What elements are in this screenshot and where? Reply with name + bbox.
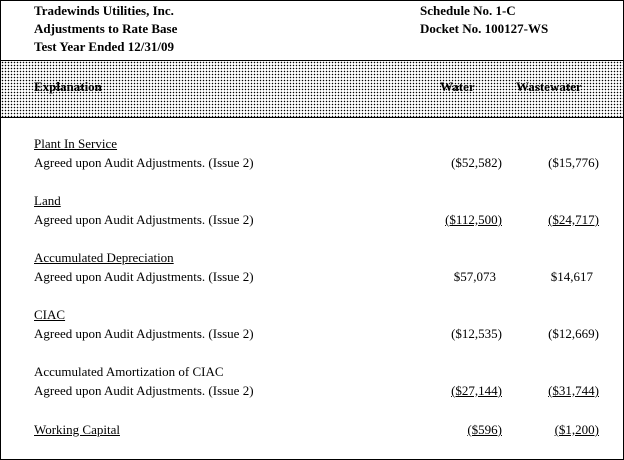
section-title: CIAC xyxy=(34,307,66,322)
section-title: Land xyxy=(34,193,61,208)
docket-number: Docket No. 100127-WS xyxy=(420,21,549,36)
row-label: Agreed upon Audit Adjustments. (Issue 2) xyxy=(34,383,254,398)
section-title: Accumulated Amortization of CIAC xyxy=(34,364,224,379)
working-capital-title: Working Capital xyxy=(34,422,120,437)
row-label: Agreed upon Audit Adjustments. (Issue 2) xyxy=(34,269,254,284)
column-header-water: Water xyxy=(440,79,475,94)
wastewater-value: $14,617 xyxy=(550,269,593,284)
water-value: $57,073 xyxy=(453,269,496,284)
company-name: Tradewinds Utilities, Inc. xyxy=(34,3,174,18)
column-header-wastewater: Wastewater xyxy=(516,79,582,94)
wastewater-value: ($15,776) xyxy=(548,155,599,170)
working-capital-wastewater: ($1,200) xyxy=(554,422,599,437)
water-value: ($52,582) xyxy=(451,155,502,170)
working-capital-water: ($596) xyxy=(467,422,502,437)
row-label: Agreed upon Audit Adjustments. (Issue 2) xyxy=(34,212,254,227)
section-title: Plant In Service xyxy=(34,136,118,151)
section-title: Accumulated Depreciation xyxy=(34,250,174,265)
wastewater-value: ($12,669) xyxy=(548,326,599,341)
schedule-number: Schedule No. 1-C xyxy=(420,3,516,18)
water-value: ($112,500) xyxy=(445,212,502,227)
row-label: Agreed upon Audit Adjustments. (Issue 2) xyxy=(34,155,254,170)
wastewater-value: ($24,717) xyxy=(548,212,599,227)
row-label: Agreed upon Audit Adjustments. (Issue 2) xyxy=(34,326,254,341)
wastewater-value: ($31,744) xyxy=(548,383,599,398)
water-value: ($12,535) xyxy=(451,326,502,341)
column-header-explanation: Explanation xyxy=(34,79,102,94)
schedule-subtitle: Adjustments to Rate Base xyxy=(34,21,178,36)
test-year: Test Year Ended 12/31/09 xyxy=(34,39,175,54)
water-value: ($27,144) xyxy=(451,383,502,398)
